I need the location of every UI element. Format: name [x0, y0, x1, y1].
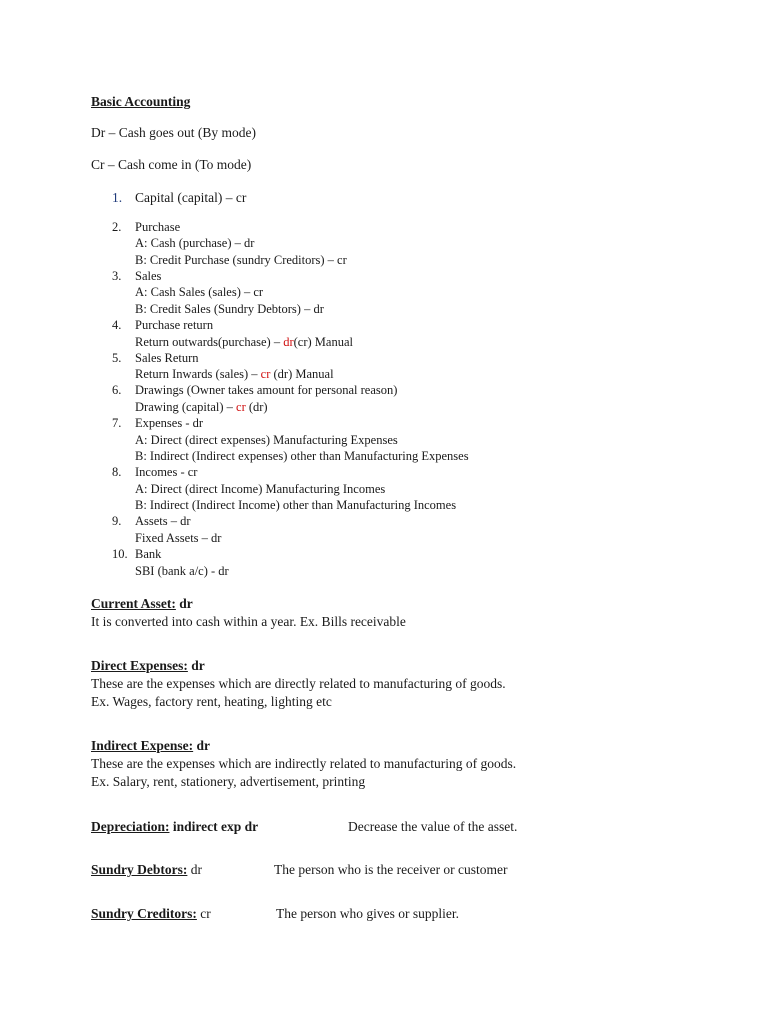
list-item: Incomes - cr	[135, 465, 198, 479]
red-highlight: dr	[283, 335, 294, 349]
list-number: 2.	[112, 220, 122, 234]
list-number: 8.	[112, 465, 122, 479]
list-number: 4.	[112, 318, 122, 332]
red-highlight: cr	[260, 367, 271, 381]
list-subitem: Drawing (capital) – cr (dr)	[135, 400, 268, 414]
list-item: Purchase	[135, 220, 181, 234]
definition-term-line: Direct Expenses: dr	[91, 658, 205, 673]
dr-definition: Dr – Cash goes out (By mode)	[91, 125, 256, 140]
definition-text: It is converted into cash within a year. Ex. Bills receivable	[91, 614, 406, 629]
list-subitem: B: Credit Purchase (sundry Creditors) – cr	[135, 253, 347, 267]
list-item: Assets – dr	[135, 514, 191, 528]
list-number: 7.	[112, 416, 122, 430]
list-number: 1.	[112, 190, 123, 205]
definition-text: The person who gives or supplier.	[276, 906, 459, 921]
list-item: Expenses - dr	[135, 416, 204, 430]
list-item: Sales Return	[135, 351, 199, 365]
definition-term-line: Depreciation: indirect exp dr	[91, 819, 259, 834]
list-subitem: Return Inwards (sales) – cr (dr) Manual	[135, 367, 334, 381]
definition-term: Depreciation:	[91, 819, 170, 834]
definition-term: Sundry Debtors:	[91, 862, 188, 877]
list-subitem: A: Direct (direct Income) Manufacturing Incomes	[135, 482, 386, 496]
list-item: Purchase return	[135, 318, 214, 332]
list-number: 5.	[112, 351, 122, 365]
cr-definition: Cr – Cash come in (To mode)	[91, 157, 252, 172]
list-subitem: Return outwards(purchase) – dr(cr) Manual	[135, 335, 353, 349]
definition-text: Ex. Salary, rent, stationery, advertisement, printing	[91, 774, 366, 789]
list-subitem: Fixed Assets – dr	[135, 531, 222, 545]
list-subitem: B: Indirect (Indirect expenses) other than Manufacturing Expenses	[135, 449, 469, 463]
page-title: Basic Accounting	[91, 94, 191, 109]
definition-term: Sundry Creditors:	[91, 906, 197, 921]
list-number: 3.	[112, 269, 122, 283]
definition-term-line: Current Asset: dr	[91, 596, 193, 611]
definition-term: Indirect Expense:	[91, 738, 194, 753]
list-subitem: B: Credit Sales (Sundry Debtors) – dr	[135, 302, 324, 316]
red-highlight: cr	[236, 400, 246, 414]
list-subitem: A: Cash (purchase) – dr	[135, 236, 255, 250]
definition-text: The person who is the receiver or customer	[274, 862, 508, 877]
list-subitem: SBI (bank a/c) - dr	[135, 564, 229, 578]
list-subitem: A: Cash Sales (sales) – cr	[135, 285, 264, 299]
list-item: Bank	[135, 547, 162, 561]
definition-text: These are the expenses which are directly related to manufacturing of goods.	[91, 676, 506, 691]
list-item: Drawings (Owner takes amount for personal reason)	[135, 383, 398, 397]
definition-term-line: Indirect Expense: dr	[91, 738, 211, 753]
list-subitem: B: Indirect (Indirect Income) other than Manufacturing Incomes	[135, 498, 457, 512]
definition-term: Direct Expenses:	[91, 658, 188, 673]
list-number: 6.	[112, 383, 122, 397]
list-item: Sales	[135, 269, 162, 283]
definition-text: These are the expenses which are indirectly related to manufacturing of goods.	[91, 756, 517, 771]
definition-text: Ex. Wages, factory rent, heating, lighting etc	[91, 694, 332, 709]
list-item: Capital (capital) – cr	[135, 190, 247, 205]
list-subitem: A: Direct (direct expenses) Manufacturing Expenses	[135, 433, 398, 447]
definition-text: Decrease the value of the asset.	[348, 819, 518, 834]
list-number: 9.	[112, 514, 122, 528]
definition-term-line: Sundry Creditors: cr	[91, 906, 211, 921]
list-number: 10.	[112, 547, 128, 561]
definition-term: Current Asset:	[91, 596, 176, 611]
definition-term-line: Sundry Debtors: dr	[91, 862, 203, 877]
